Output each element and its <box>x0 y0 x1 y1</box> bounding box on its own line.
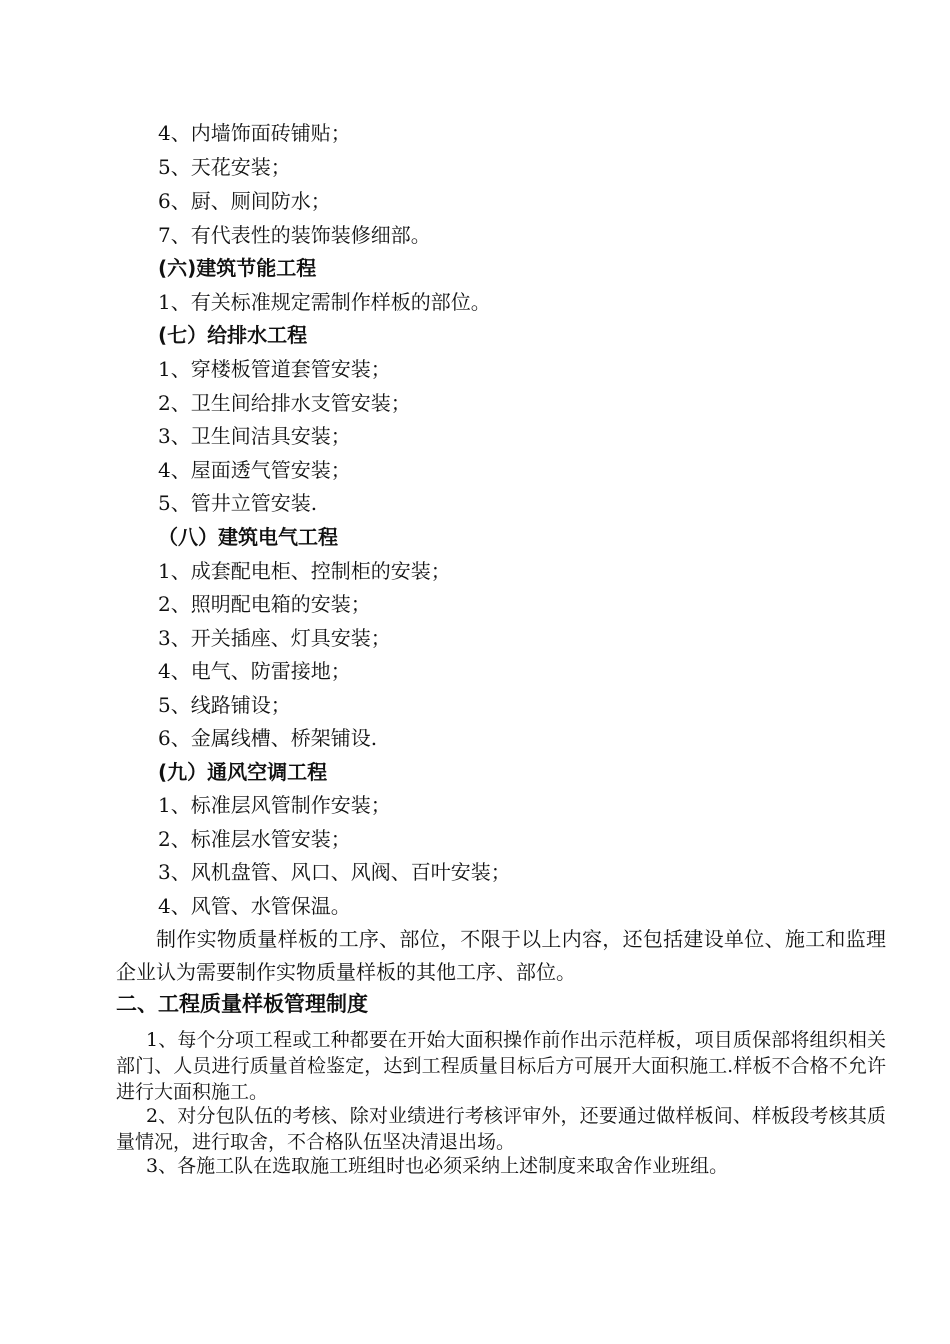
part-title: 二、工程质量样板管理制度 <box>116 992 368 1016</box>
list-item: 5、管井立管安装. <box>158 491 318 515</box>
rule-paragraph: 1、每个分项工程或工种都要在开始大面积操作前作出示范样板，项目质保部将组织相关部门、人员进行质量首检鉴定，达到工程质量目标后方可展开大面积施工.样板不合格不允许进行大面积施工。 <box>116 1029 886 1103</box>
list-item: 3、开关插座、灯具安装； <box>158 626 391 650</box>
list-item: 6、厨、厕间防水； <box>158 189 331 213</box>
list-item: 1、有关标准规定需制作样板的部位。 <box>158 290 491 314</box>
rule-paragraph: 2、对分包队伍的考核、除对业绩进行考核评审外，还要通过做样板间、样板段考核其质量情况，进行取舍，不合格队伍坚决清退出场。 <box>116 1105 886 1153</box>
list-item: 3、卫生间洁具安装； <box>158 424 351 448</box>
section-heading: (六)建筑节能工程 <box>158 256 317 280</box>
list-item: 1、成套配电柜、控制柜的安装； <box>158 559 451 583</box>
section-heading: (九）通风空调工程 <box>158 760 328 784</box>
list-item: 2、卫生间给排水支管安装； <box>158 391 411 415</box>
list-item: 5、线路铺设； <box>158 693 291 717</box>
list-item: 4、内墙饰面砖铺贴； <box>158 121 351 145</box>
list-item: 2、照明配电箱的安装； <box>158 592 371 616</box>
summary-paragraph: 制作实物质量样板的工序、部位，不限于以上内容，还包括建设单位、施工和监理企业认为需要制作实物质量样板的其他工序、部位。 <box>116 927 886 984</box>
list-item: 3、风机盘管、风口、风阀、百叶安装； <box>158 860 511 884</box>
section-heading: （八）建筑电气工程 <box>158 525 338 549</box>
list-item: 1、标准层风管制作安装； <box>158 793 391 817</box>
list-item: 7、有代表性的装饰装修细部。 <box>158 223 431 247</box>
list-item: 1、穿楼板管道套管安装； <box>158 357 391 381</box>
list-item: 2、标准层水管安装； <box>158 827 351 851</box>
list-item: 4、风管、水管保温。 <box>158 894 351 918</box>
list-item: 4、电气、防雷接地； <box>158 659 351 683</box>
list-item: 5、天花安装； <box>158 155 291 179</box>
list-item: 4、屋面透气管安装； <box>158 458 351 482</box>
section-heading: (七）给排水工程 <box>158 323 308 347</box>
rule-paragraph: 3、各施工队在选取施工班组时也必须采纳上述制度来取舍作业班组。 <box>146 1155 729 1177</box>
list-item: 6、金属线槽、桥架铺设. <box>158 726 378 750</box>
